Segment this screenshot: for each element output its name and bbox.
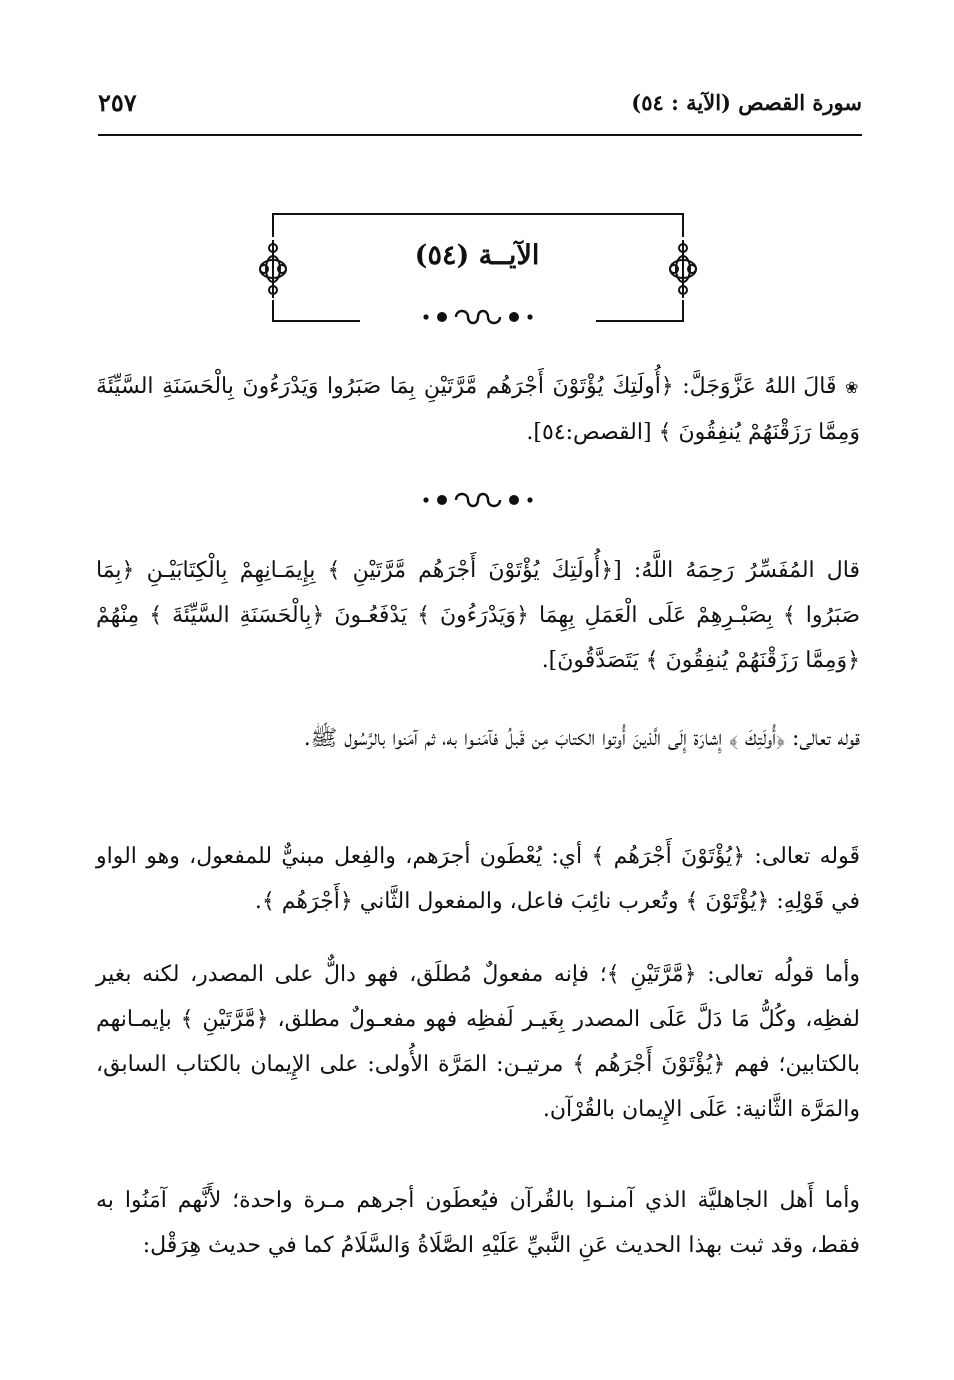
flower-bullet-icon: ❀	[845, 378, 860, 397]
commentary-paragraph-4: وأما أَهل الجاهليَّة الذي آمنـوا بالقُرآن فيُعطَون أجرهم مـرة واحدة؛ لأَنَّهم آمَنُوا به فقط، وقد ثبت بهذا الحديث عَنِ النَّبيِّ عَلَيْهِ الصَّلَاةُ وَالسَّلَامُ كما في حديث هِرَقْل:	[96, 1188, 860, 1258]
frame-bottom-right-border	[596, 320, 684, 322]
running-header	[98, 86, 862, 136]
commentary-paragraph-1: قوله تعالى: ﴿أُولَتِكَ ﴾ إِشارَة إِلَى الَّذينَ أُوتوا الكتابَ مِن قَبلُ فآمَنـوا به، ثم آمَنوا بالرَّسُول ﷺ.	[303, 726, 860, 751]
tafsir-paragraph: قال المُفَسِّرُ رَحِمَهُ اللَّهُ: [﴿أُولَتِكَ يُؤْتَوْنَ أَجْرَهُم مَّرَّتَيْنِ ﴾ بِإِيمَـانِهِمْ بِالْكِتَابَيْـنِ ﴿بِمَا صَبَرُوا ﴾ بِصَبْـرِهِمْ عَلَى الْعَمَلِ بِهِمَا ﴿وَيَدْرَءُونَ ﴾ يَدْفَعُـونَ ﴿بِالْحَسَنَةِ السَّيِّئَةَ ﴾ مِنْهُمْ ﴿وَمِمَّا رَزَقْنَهُمْ يُنفِقُونَ ﴾ يَتَصَدَّقُونَ].	[96, 558, 860, 673]
frame-right-bottom-tick	[682, 300, 684, 322]
frame-left-bottom-tick	[272, 300, 274, 322]
surah-label: سورة القصص (الآية : ٥٤)	[631, 90, 862, 115]
flourish-separator-icon	[418, 306, 538, 328]
knot-ornament-icon	[662, 238, 704, 300]
commentary-paragraph-2: قَوله تعالى: ﴿يُؤْتَوْنَ أَجْرَهُم ﴾ أي: يُعْطَون أجرَهم، والفِعل مبنيٌّ للمفعول، وهو الواو في قَوْلِهِ: ﴿يُؤْتَوْنَ ﴾ وتُعرب نائِبَ فاعل، والمفعول الثَّاني ﴿أَجْرَهُم ﴾.	[96, 844, 860, 914]
frame-top-border	[272, 213, 684, 215]
frame-left-top-tick	[272, 213, 274, 237]
commentary-paragraph-3: وأما قولُه تعالى: ﴿مَّرَّتَيْنِ ﴾؛ فإنه مفعولٌ مُطلَق، فهو دالٌّ على المصدر، لكنه بغير لفظِه، وكُلُّ مَا دَلَّ عَلَى المصدر بِغَيـر لَفظِه فهو مفعـولٌ مطلق، ﴿مَّرَّتَيْنِ ﴾ بإيمـانهم بالكتابين؛ فهم ﴿يُؤْتَوْنَ أَجْرَهُم ﴾ مرتيـن: المَرَّة الأُولى: على الإِيمان بالكتاب السابق، والمَرَّة الثَّانية: عَلَى الإِيمان بالقُرْآن.	[96, 962, 860, 1122]
page-number: ٢٥٧	[98, 88, 137, 117]
frame-right-top-tick	[682, 213, 684, 237]
knot-ornament-icon	[252, 238, 294, 300]
ayah-title: الآيــة (٥٤)	[414, 240, 540, 271]
frame-bottom-left-border	[272, 320, 360, 322]
flourish-separator-icon	[418, 489, 538, 511]
quran-verse-paragraph	[96, 364, 860, 455]
verse-text: قَالَ اللهُ عَزَّوَجَلَّ: ﴿أُولَتِكَ يُؤْتَوْنَ أَجْرَهُم مَّرَّتَيْنِ بِمَا صَبَرُوا وَيَدْرَءُونَ بِالْحَسَنَةِ السَّيِّئَةَ وَمِمَّا رَزَقْنَهُمْ يُنفِقُونَ ﴾ [القصص:٥٤].	[96, 374, 860, 445]
